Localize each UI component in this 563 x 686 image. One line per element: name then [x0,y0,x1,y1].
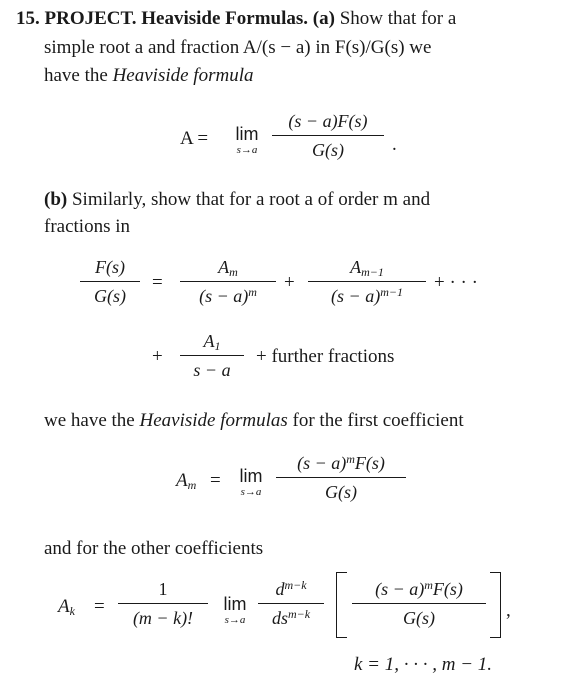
eq2-t3-bar [180,355,244,356]
eq4-b-bar [352,603,486,604]
eq4-index-range: k = 1, · · · , m − 1. [354,654,493,675]
equation-heaviside-simple [180,110,420,170]
eq3-equals: = [210,470,221,491]
eq1-lim-sub: s→a [236,144,258,156]
eq4-c-den: (m − k)! [132,608,194,628]
eq4-lhs-sub: k [69,604,75,618]
part-a-text-3: have the [44,65,113,86]
eq2-lhs-fraction [80,256,140,307]
eq2-t3-num: A [203,331,215,351]
eq2-t1-bar [180,281,276,282]
eq4-b-num-sup: m [424,578,433,592]
eq2-t2-num-sub: m−1 [361,265,384,279]
eq2-lhs-bar [80,281,140,282]
eq4-b-num-post: F(s) [432,579,463,599]
eq4-comma: , [506,600,511,621]
eq2-plus-1: + [284,272,295,293]
part-b-line-1 [44,187,430,212]
eq1-fraction-bar [272,135,384,136]
eq4-equals: = [94,596,105,617]
eq1-fraction [272,110,384,161]
eq4-coefficient-fraction [118,578,208,629]
other-coefficients-line: and for the other coefficients [44,538,264,559]
problem-heading: PROJECT. Heaviside Formulas. [44,8,309,29]
right-bracket [490,572,501,638]
equation-partial-fractions [80,256,510,386]
problem-number: 15. [16,8,40,29]
eq4-lim-word: lim [223,594,247,614]
eq2-term-1 [180,330,244,381]
part-a-text-2: simple root a and fraction A/(s − a) in F(s)/G(s) we [44,37,432,58]
eq4-b-den: G(s) [403,608,435,628]
eq2-term-m [180,256,276,307]
eq2-t2-den-sup: m−1 [380,285,403,299]
heaviside-formula-term: Heaviside formula [112,65,254,86]
eq2-t1-num: A [218,257,230,277]
part-a-text-1: Show that for a [339,8,457,29]
hf-line-post: for the first coefficient [287,410,464,431]
eq4-d-den-sup: m−k [287,607,311,621]
equation-other-coefficients [58,576,538,684]
part-b-text-1: Similarly, show that for a root a of order m and [71,189,431,210]
eq1-period: . [392,134,397,155]
eq3-lhs-sub: m [187,478,197,492]
eq4-limit [218,594,252,626]
eq2-t1-num-sub: m [229,265,238,279]
eq2-lhs-denominator: G(s) [94,286,126,306]
part-a-label: (a) [312,8,335,29]
eq1-lim-word: lim [235,124,259,144]
eq4-lim-sub: s→a [224,614,246,626]
eq4-b-num-pre: (s − a) [375,579,425,599]
equation-first-coefficient [176,452,416,514]
eq2-t1-den: (s − a) [199,286,249,306]
left-bracket [336,572,347,638]
eq2-equals: = [152,272,163,293]
eq4-d-num: d [275,579,285,599]
eq2-term-m-minus-1 [308,256,426,307]
eq2-lhs-numerator: F(s) [95,257,125,277]
eq1-limit [230,124,264,156]
eq4-c-bar [118,603,208,604]
heaviside-formulas-term: Heaviside formulas [139,410,288,431]
eq2-further-fractions: + further fractions [256,346,395,367]
eq2-t2-num: A [350,257,362,277]
eq3-denominator: G(s) [325,482,357,502]
eq3-lhs: A [176,470,188,491]
problem-line-3 [44,63,253,88]
eq4-d-den: ds [271,608,288,628]
eq4-lhs: A [58,596,70,617]
eq3-lim-word: lim [239,466,263,486]
eq4-d-bar [258,603,324,604]
problem-line-1 [16,6,456,31]
eq3-num-pre: (s − a) [297,453,347,473]
eq2-t3-num-sub: 1 [214,339,221,353]
part-b-label: (b) [44,189,68,210]
eq3-num-sup: m [346,452,355,466]
eq3-limit [234,466,268,498]
eq3-bar [276,477,406,478]
eq2-t3-den: s − a [193,360,231,380]
eq4-bracket-fraction [352,578,486,629]
eq4-c-num: 1 [158,579,168,599]
eq2-t1-den-sup: m [248,285,257,299]
eq3-fraction [276,452,406,503]
eq2-plus-dots: + · · · [434,272,478,293]
eq1-denominator: G(s) [312,140,344,160]
eq4-derivative-fraction [258,578,324,629]
eq1-lhs: A = [180,128,209,149]
hf-line-pre: we have the [44,410,140,431]
heaviside-formulas-line [44,408,464,433]
eq2-t2-den: (s − a) [331,286,381,306]
eq1-numerator: (s − a)F(s) [288,111,368,131]
eq3-lim-sub: s→a [240,486,262,498]
eq4-d-num-sup: m−k [284,578,307,592]
part-b-text-2: fractions in [44,216,131,237]
eq2-plus-2: + [152,346,163,367]
eq2-t2-bar [308,281,426,282]
eq3-num-post: F(s) [354,453,385,473]
